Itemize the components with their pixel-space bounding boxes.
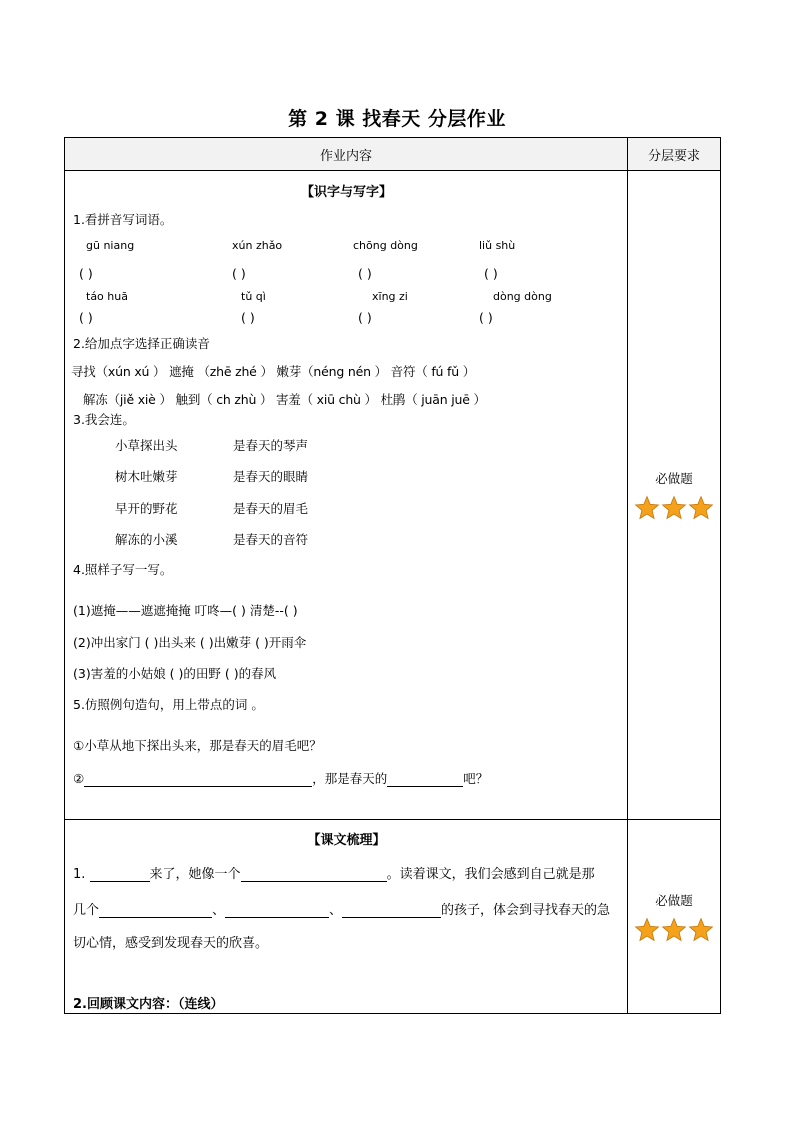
q3-left-4[interactable]: 解冻的小溪 — [115, 532, 178, 547]
section-text-review-content — [65, 820, 628, 1014]
table-header-row — [65, 138, 721, 171]
q1-answer-8[interactable]: ( ) — [479, 310, 493, 325]
q4-line-1: (1)遮掩——遮遮掩掩 叮咚—( ) 清楚--( ) — [73, 603, 298, 618]
q1-pinyin-5: táo huā — [86, 290, 128, 303]
q1-answer-5[interactable]: ( ) — [79, 310, 93, 325]
q5-prefix: ② — [73, 771, 85, 786]
q1-pinyin-4: liǔ shù — [479, 239, 516, 252]
star-icon — [688, 917, 714, 943]
s2-q1-line-1 — [73, 863, 595, 882]
s2-q1-blank-1[interactable] — [90, 866, 150, 882]
q3-left-2[interactable]: 树木吐嫩芽 — [115, 469, 178, 484]
q3-right-3[interactable]: 是春天的眉毛 — [233, 501, 309, 516]
q1-stem: 1.看拼音写词语。 — [73, 212, 173, 227]
q1-pinyin-2: xún zhǎo — [232, 239, 283, 252]
s2-q1-text-c: 几个 — [73, 903, 100, 918]
s2-q1-line-3: 切心情，感受到发现春天的欣喜。 — [73, 936, 269, 951]
s2-q1-num: 1. — [73, 867, 86, 882]
q5-sentence — [73, 769, 488, 787]
q2-line-2: 解冻（jiě xiè ） 触到（ ch zhù ） 害羞（ xiū chù ） 杜鹃（ juān juē ） — [83, 392, 486, 407]
q3-right-4[interactable]: 是春天的音符 — [233, 532, 309, 547]
s2-q1-blank-3[interactable] — [99, 902, 212, 918]
q3-right-2[interactable]: 是春天的眼睛 — [233, 469, 309, 484]
section-literacy-requirement — [628, 171, 721, 820]
q4-line-2: (2)冲出家门 ( )出头来 ( )出嫩芽 ( )开雨伞 — [73, 635, 307, 650]
q4-stem: 4.照样子写一写。 — [73, 562, 173, 577]
s2-q1-text-b: 。读着课文，我们会感到自己就是那 — [386, 867, 595, 882]
header-content: 作业内容 — [65, 138, 628, 171]
s2-q2 — [73, 993, 223, 1012]
star-icon — [688, 495, 714, 521]
q5-blank-2[interactable] — [387, 771, 463, 787]
q1-answer-3[interactable]: ( ) — [358, 266, 372, 281]
q5-blank-1[interactable] — [84, 771, 312, 787]
q1-pinyin-7: xīng zi — [372, 290, 408, 303]
q5-stem: 5.仿照例句造句，用上带点的词 。 — [73, 697, 264, 712]
s2-q1-blank-2[interactable] — [241, 866, 387, 882]
s2-q1-sep-1: 、 — [212, 903, 226, 918]
q1-answer-4[interactable]: ( ) — [484, 266, 498, 281]
q1-answer-7[interactable]: ( ) — [358, 310, 372, 325]
section-text-review-title: 【课文梳理】 — [307, 833, 386, 848]
star-icon — [661, 495, 687, 521]
section-literacy-content — [65, 171, 628, 820]
q5-mid: ，那是春天的 — [312, 771, 388, 786]
s2-q1-sep-2: 、 — [329, 903, 343, 918]
star-rating — [628, 495, 720, 521]
star-icon — [634, 495, 660, 521]
s2-q1-text-a: 来了，她像一个 — [149, 867, 241, 882]
page-title: 第 2 课 找春天 分层作业 — [288, 108, 506, 130]
q1-pinyin-6: tǔ qì — [241, 290, 266, 303]
q1-answer-1[interactable]: ( ) — [79, 266, 93, 281]
s2-q1-text-d: 的孩子，体会到寻找春天的急 — [441, 903, 611, 918]
section-text-review-requirement — [628, 820, 721, 1014]
q1-answer-6[interactable]: ( ) — [241, 310, 255, 325]
star-icon — [661, 917, 687, 943]
q5-example: ①小草从地下探出头来，那是春天的眉毛吧？ — [73, 738, 322, 753]
header-requirement: 分层要求 — [628, 138, 721, 171]
q3-stem: 3.我会连。 — [73, 412, 135, 427]
star-icon — [634, 917, 660, 943]
s2-q1-blank-5[interactable] — [342, 902, 441, 918]
q1-answer-2[interactable]: ( ) — [232, 266, 246, 281]
section-text-review-row — [65, 820, 721, 1014]
section-literacy-title: 【识字与写字】 — [300, 185, 392, 200]
q5-suffix: 吧？ — [463, 771, 489, 786]
q2-line-1: 寻找（xún xú ） 遮掩 （zhē zhé ） 嫩芽（néng nén ） 音符（ fú fǔ ） — [71, 364, 476, 379]
q1-pinyin-1: gū niang — [86, 239, 135, 252]
requirement-label: 必做题 — [655, 471, 693, 486]
q1-pinyin-8: dòng dòng — [493, 290, 552, 303]
q2-stem: 2.给加点字选择正确读音 — [73, 336, 210, 351]
q4-line-3: (3)害羞的小姑娘 ( )的田野 ( )的春风 — [73, 666, 277, 681]
section-literacy-row — [65, 171, 721, 820]
q3-left-1[interactable]: 小草探出头 — [115, 438, 178, 453]
requirement-label: 必做题 — [655, 892, 693, 908]
q1-pinyin-3: chōng dòng — [353, 239, 418, 252]
s2-q1-blank-4[interactable] — [225, 902, 329, 918]
q3-left-3[interactable]: 早开的野花 — [115, 501, 178, 516]
star-rating — [628, 917, 720, 943]
q3-right-1[interactable]: 是春天的琴声 — [233, 438, 309, 453]
s2-q1-line-2 — [73, 899, 610, 918]
homework-table — [64, 137, 721, 1014]
s2-q2-text: 2.回顾课文内容：（连线） — [73, 997, 224, 1012]
